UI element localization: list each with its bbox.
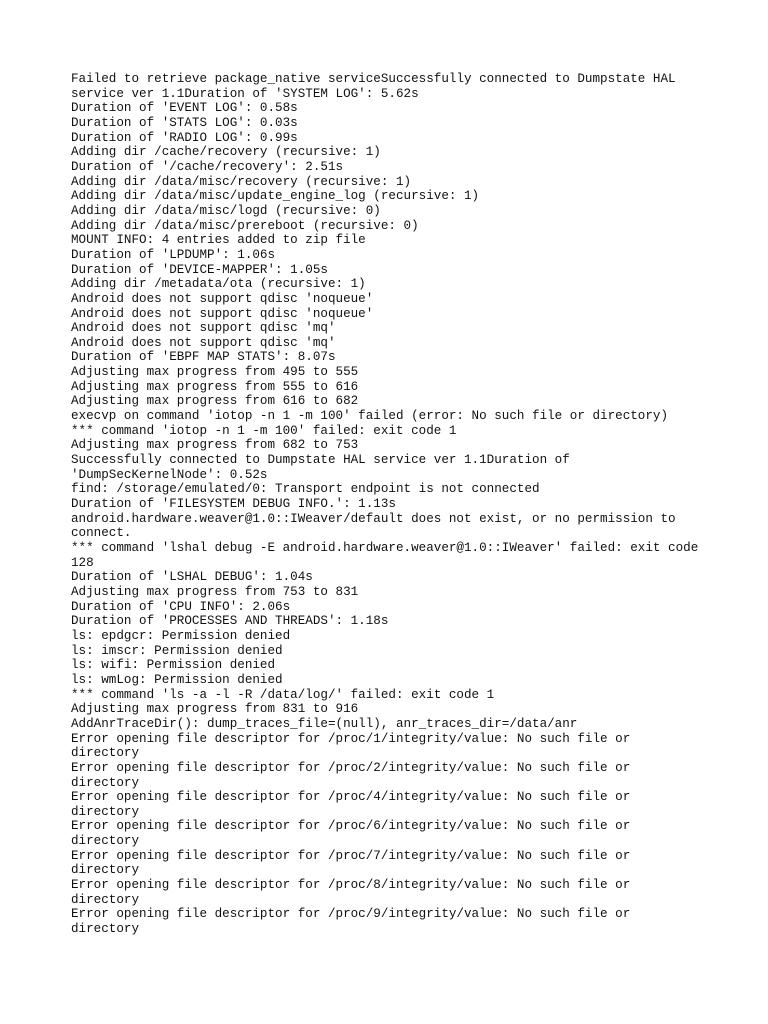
log-line: Error opening file descriptor for /proc/8/integrity/value: No such file or <box>71 878 631 893</box>
log-line: Successfully connected to Dumpstate HAL service ver 1.1Duration of <box>71 453 570 468</box>
log-line: Duration of 'RADIO LOG': 0.99s <box>71 130 298 145</box>
log-line: Duration of 'LPDUMP': 1.06s <box>71 247 276 262</box>
log-line: 'DumpSecKernelNode': 0.52s <box>71 467 268 482</box>
log-line: ls: imscr: Permission denied <box>71 643 283 658</box>
log-line: Adjusting max progress from 616 to 682 <box>71 394 359 409</box>
log-line: *** command 'ls -a -l -R /data/log/' failed: exit code 1 <box>71 687 495 702</box>
log-line: *** command 'lshal debug -E android.hardware.weaver@1.0::IWeaver' failed: exit code <box>71 541 699 555</box>
log-line: Duration of 'CPU INFO': 2.06s <box>71 599 291 614</box>
log-line: Adjusting max progress from 495 to 555 <box>71 365 359 380</box>
log-line: Adding dir /metadata/ota (recursive: 1) <box>71 277 366 292</box>
log-line: Duration of 'FILESYSTEM DEBUG INFO.': 1.13s <box>71 497 396 512</box>
log-line: directory <box>71 863 140 878</box>
log-line: Duration of 'EBPF MAP STATS': 8.07s <box>71 350 336 365</box>
log-line: Android does not support qdisc 'mq' <box>71 335 336 350</box>
log-line: Duration of '/cache/recovery': 2.51s <box>71 159 344 174</box>
log-line: Adjusting max progress from 831 to 916 <box>71 702 359 717</box>
log-line: Duration of 'DEVICE-MAPPER': 1.05s <box>71 262 328 277</box>
log-line: ls: wifi: Permission denied <box>71 658 276 673</box>
log-line: execvp on command 'iotop -n 1 -m 100' failed (error: No such file or directory) <box>71 409 669 424</box>
log-line: ls: wmLog: Permission denied <box>71 672 283 687</box>
log-line: find: /storage/emulated/0: Transport endpoint is not connected <box>71 482 540 497</box>
log-line: Adding dir /data/misc/update_engine_log (recursive: 1) <box>71 189 480 204</box>
log-line: MOUNT INFO: 4 entries added to zip file <box>71 233 366 248</box>
log-line: Error opening file descriptor for /proc/2/integrity/value: No such file or <box>71 760 631 775</box>
log-line: Error opening file descriptor for /proc/1/integrity/value: No such file or <box>71 731 631 746</box>
log-line: directory <box>71 804 140 819</box>
log-line: Adding dir /data/misc/prereboot (recursive: 0) <box>71 218 419 233</box>
log-line: Android does not support qdisc 'noqueue' <box>71 306 374 321</box>
log-line: Error opening file descriptor for /proc/6/integrity/value: No such file or <box>71 819 631 834</box>
log-line: Duration of 'STATS LOG': 0.03s <box>71 115 298 130</box>
log-line: Android does not support qdisc 'mq' <box>71 321 336 336</box>
log-line: Duration of 'EVENT LOG': 0.58s <box>71 101 298 116</box>
log-line: *** command 'iotop -n 1 -m 100' failed: exit code 1 <box>71 423 457 438</box>
log-line: connect. <box>71 526 132 541</box>
log-line: directory <box>71 892 140 907</box>
log-line: 128 <box>71 555 94 570</box>
log-line: Error opening file descriptor for /proc/4/integrity/value: No such file or <box>71 790 631 805</box>
log-line: directory <box>71 922 140 937</box>
log-line: AddAnrTraceDir(): dump_traces_file=(null), anr_traces_dir=/data/anr <box>71 716 578 731</box>
log-line: Android does not support qdisc 'noqueue' <box>71 291 374 306</box>
log-line: Adjusting max progress from 753 to 831 <box>71 584 359 599</box>
log-line: Duration of 'PROCESSES AND THREADS': 1.18s <box>71 614 389 629</box>
log-line: Adding dir /cache/recovery (recursive: 1) <box>71 145 381 160</box>
log-line: ls: epdgcr: Permission denied <box>71 628 291 643</box>
log-line: Failed to retrieve package_native serviceSuccessfully connected to Dumpstate HAL <box>71 72 676 86</box>
log-output <box>71 72 711 937</box>
log-line: Adding dir /data/misc/logd (recursive: 0) <box>71 203 381 218</box>
log-line: directory <box>71 834 140 849</box>
log-line: directory <box>71 746 140 761</box>
log-line: Duration of 'LSHAL DEBUG': 1.04s <box>71 570 313 585</box>
log-line: android.hardware.weaver@1.0::IWeaver/default does not exist, or no permission to <box>71 511 676 526</box>
log-line: Adjusting max progress from 682 to 753 <box>71 438 359 453</box>
log-line: Adjusting max progress from 555 to 616 <box>71 379 359 394</box>
log-line: Adding dir /data/misc/recovery (recursive: 1) <box>71 174 412 189</box>
log-line: Error opening file descriptor for /proc/9/integrity/value: No such file or <box>71 907 631 922</box>
log-line: service ver 1.1Duration of 'SYSTEM LOG': 5.62s <box>71 86 419 101</box>
log-line: directory <box>71 775 140 790</box>
log-line: Error opening file descriptor for /proc/7/integrity/value: No such file or <box>71 848 631 863</box>
